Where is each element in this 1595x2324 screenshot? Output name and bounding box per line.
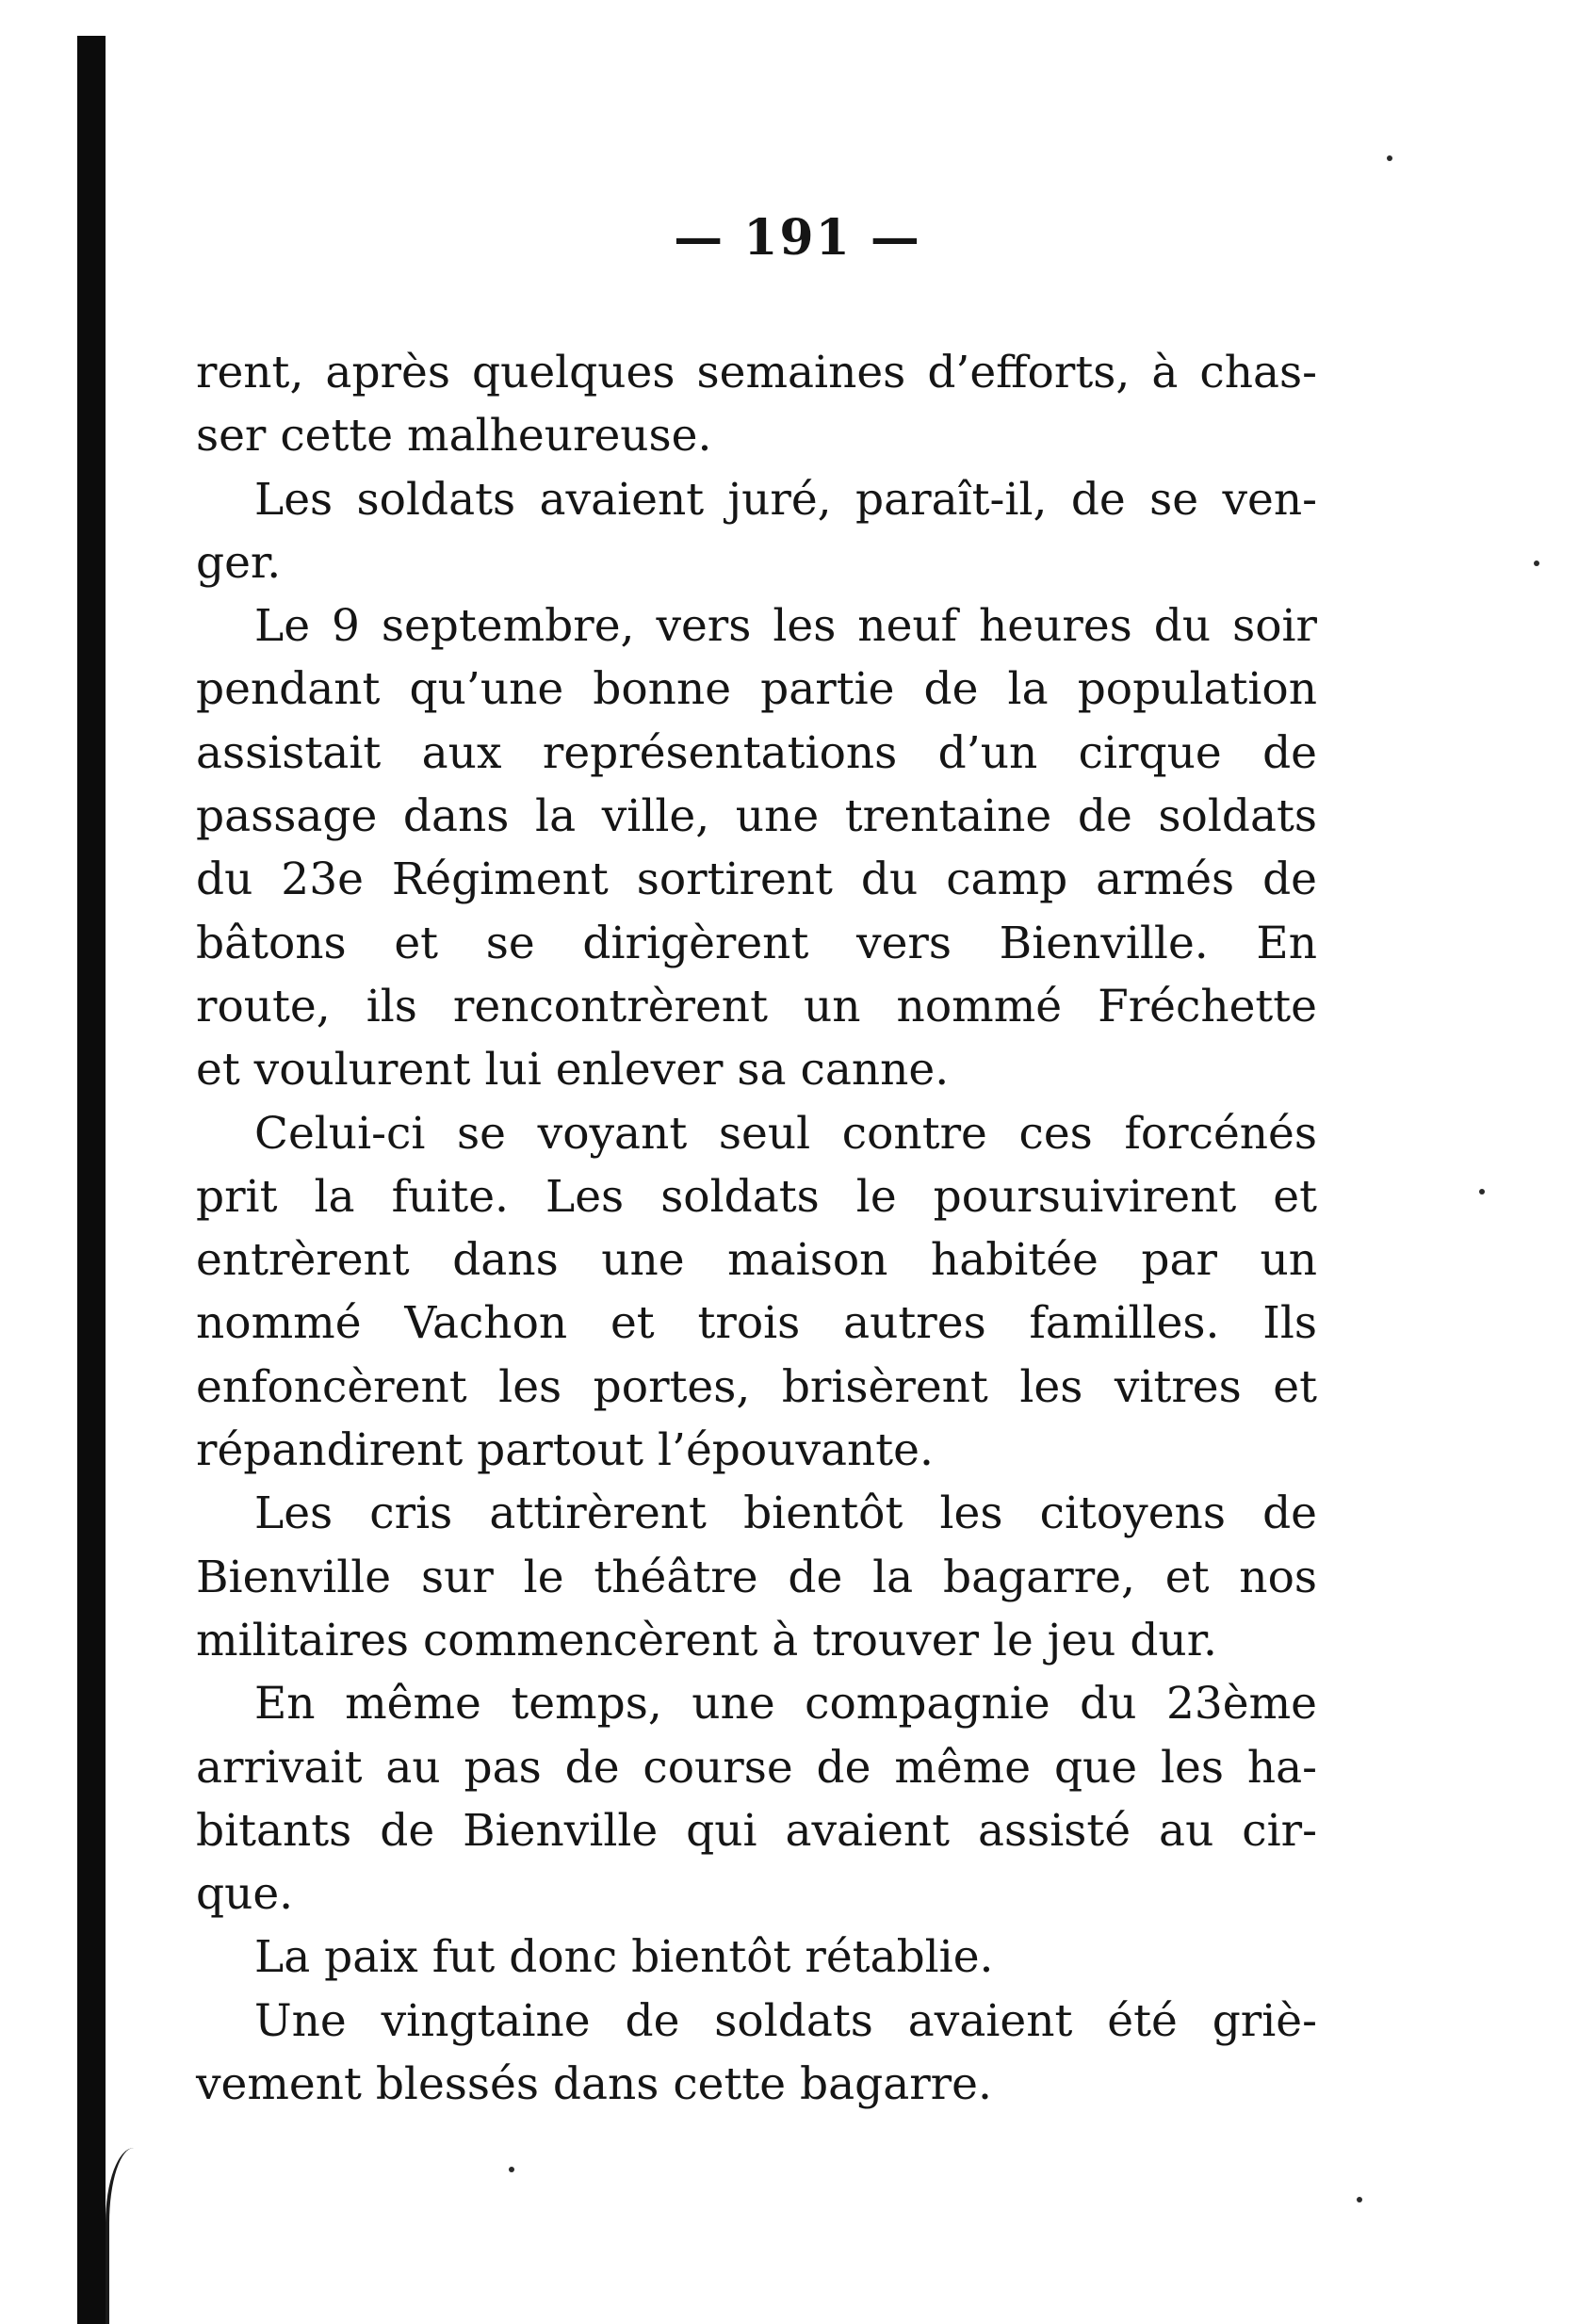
text-line: répandirent partout l’épouvante. bbox=[196, 1424, 934, 1477]
binding-edge-shadow bbox=[77, 36, 106, 2324]
scan-speck bbox=[509, 2167, 514, 2172]
text-line: En même temps, une compagnie du 23ème bbox=[254, 1678, 1317, 1731]
text-line: du 23e Régiment sortirent du camp armés de bbox=[196, 853, 1317, 906]
binding-sliver bbox=[106, 2148, 134, 2324]
text-line: entrèrent dans une maison habitée par un bbox=[196, 1234, 1317, 1287]
text-line: assistait aux représentations d’un cirque de bbox=[196, 726, 1317, 779]
scan-speck bbox=[1534, 561, 1539, 566]
text-line: ger. bbox=[196, 536, 282, 589]
text-line: bitants de Bienville qui avaient assisté au cir- bbox=[196, 1804, 1317, 1857]
text-line: Bienville sur le théâtre de la bagarre, et nos bbox=[196, 1551, 1317, 1603]
scan-speck bbox=[1357, 2197, 1362, 2202]
text-line: Une vingtaine de soldats avaient été griè- bbox=[254, 1994, 1317, 2047]
text-line: ser cette malheureuse. bbox=[196, 410, 712, 463]
text-line: et voulurent lui enlever sa canne. bbox=[196, 1044, 950, 1097]
text-line: enfoncèrent les portes, brisèrent les vitres et bbox=[196, 1360, 1317, 1413]
text-line: pendant qu’une bonne partie de la population bbox=[196, 663, 1317, 716]
text-line: arrivait au pas de course de même que les ha- bbox=[196, 1741, 1317, 1794]
text-line: militaires commencèrent à trouver le jeu dur. bbox=[196, 1614, 1217, 1666]
body-text bbox=[196, 341, 1317, 2116]
text-line: Les soldats avaient juré, paraît-il, de se ven- bbox=[254, 473, 1317, 526]
text-line: passage dans la ville, une trentaine de soldats bbox=[196, 790, 1317, 843]
page-number: — 191 — bbox=[674, 209, 921, 267]
text-line: rent, après quelques semaines d’efforts, à chas- bbox=[196, 347, 1317, 398]
text-line: La paix fut donc bientôt rétablie. bbox=[254, 1931, 994, 1984]
text-line: route, ils rencontrèrent un nommé Fréchette bbox=[196, 980, 1317, 1032]
scan-speck bbox=[1479, 1189, 1485, 1195]
text-line: Les cris attirèrent bientôt les citoyens de bbox=[254, 1487, 1317, 1540]
scan-speck bbox=[1387, 155, 1392, 161]
text-line: Le 9 septembre, vers les neuf heures du soir bbox=[254, 600, 1317, 653]
text-line: que. bbox=[196, 1868, 294, 1921]
text-line: nommé Vachon et trois autres familles. Ils bbox=[196, 1297, 1317, 1350]
text-line: prit la fuite. Les soldats le poursuivirent et bbox=[196, 1170, 1317, 1223]
text-line: Celui-ci se voyant seul contre ces forcénés bbox=[254, 1107, 1317, 1160]
text-line: bâtons et se dirigèrent vers Bienville. En bbox=[196, 917, 1317, 969]
text-line: vement blessés dans cette bagarre. bbox=[196, 2058, 992, 2111]
